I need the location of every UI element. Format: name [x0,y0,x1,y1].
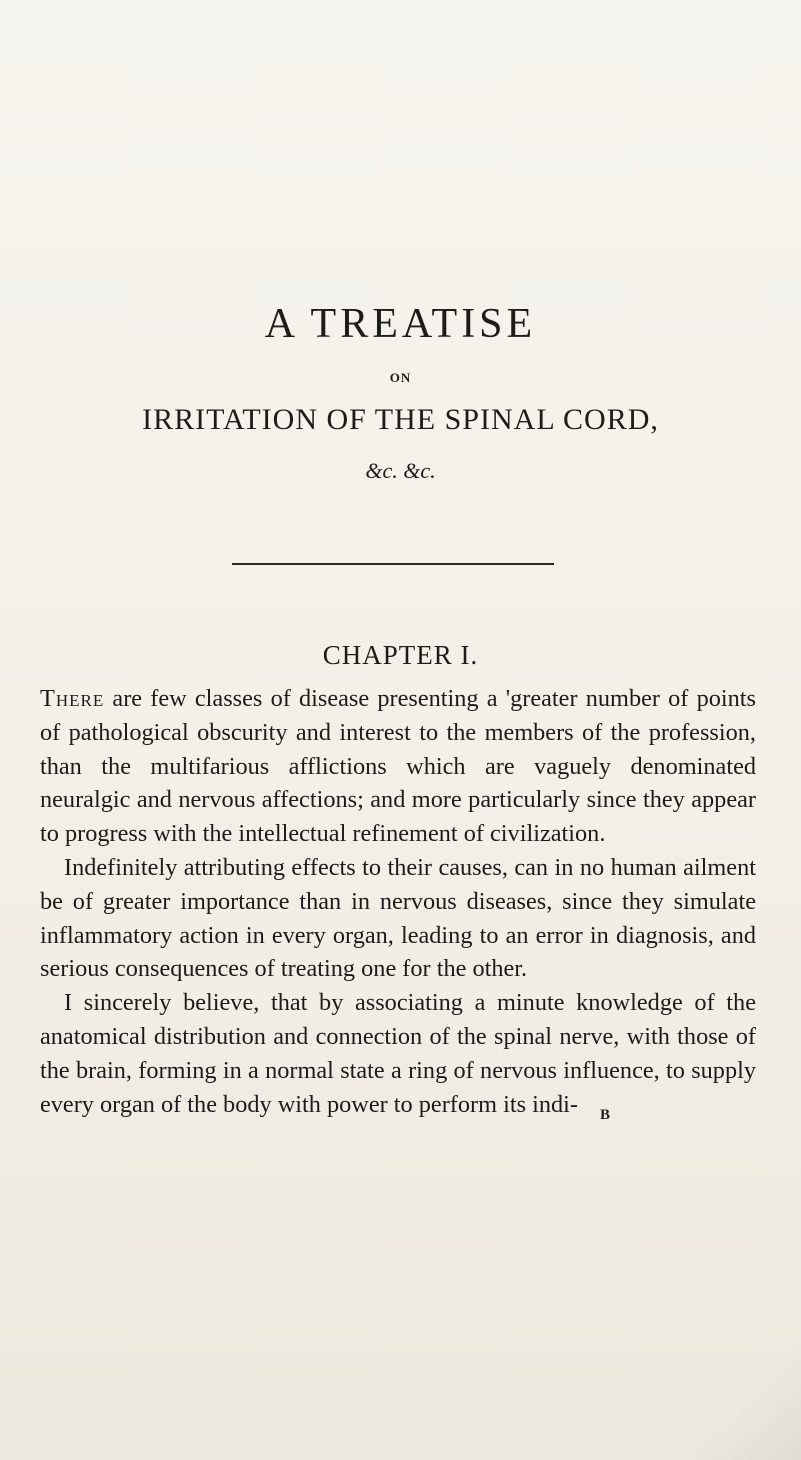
paragraph-1-text: are few classes of disease presenting a 'greater number of points of pathological obscurity and interest to the members of the profession, than the multifarious afflictions which are vaguely denominated neuralgic and nervous affections; and more particularly since they appear to progress with the intellectual refinement of civilization. [40,685,756,848]
title-etc: &c. &c. [365,458,436,483]
paragraph-2: Indefinitely attributing effects to their causes, can in no human ailment be of greater importance than in nervous diseases, since they simulate inflammatory action in every organ, leading to an error in diagnosis, and serious consequences of treating one for the other. [40,853,756,983]
paragraph-1 [40,682,756,851]
page-shadow [681,1320,801,1460]
chapter-heading: CHAPTER I. [322,640,479,670]
book-subtitle: IRRITATION OF THE SPINAL CORD, [142,403,659,436]
title-connector: ON [389,370,412,385]
chapter-body [40,682,756,1121]
paragraph-1-lead: There [40,685,105,712]
book-title: A TREATISE [264,301,537,347]
paragraph-3: I sincerely believe, that by associating a minute knowledge of the anatomical distribution and connection of the spinal nerve, with those of the brain, forming in a normal state a ring of nervous influence, to supply every organ of the body with power to perform its indi- [40,989,756,1118]
title-rule [232,563,554,565]
signature-mark: B [600,1107,611,1123]
